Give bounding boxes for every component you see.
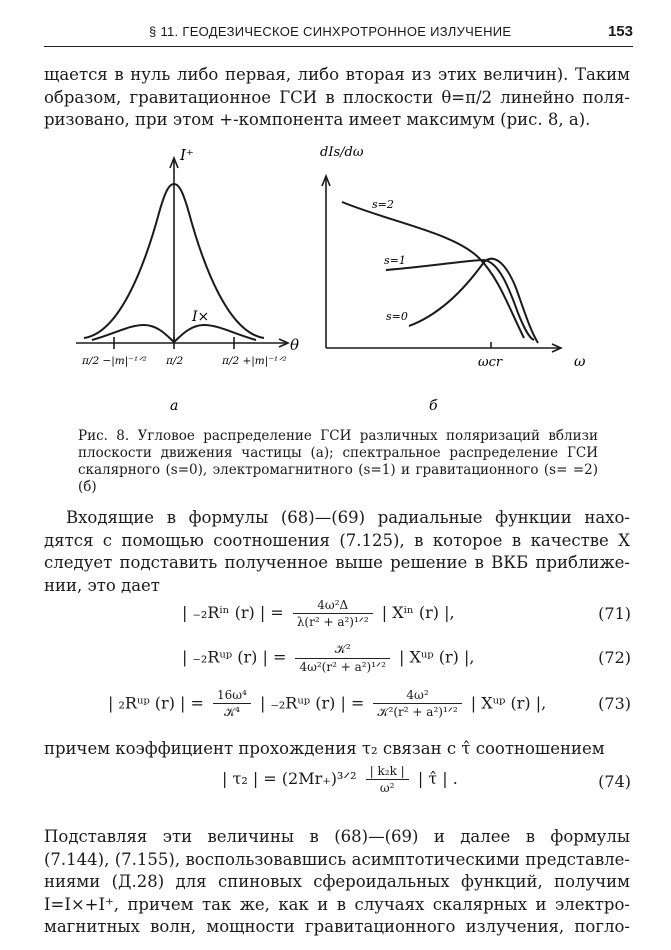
figure-caption: Рис. 8. Угловое распределение ГСИ различных поляризаций вблизи плоскости движения частицы (а); спектральное распределение ГСИ скалярного (s=0), электромагнитного (s=1) и гравитационного (s= =2) (б) <box>78 428 598 495</box>
text-line: ризовано, при этом +-компонента имеет максимум (рис. 8, а). <box>44 110 591 129</box>
left-xlabel: θ <box>290 336 300 354</box>
tick-right: π/2 +|m|⁻¹ᐟ² <box>222 355 287 367</box>
figure-8 <box>74 138 614 423</box>
equation-71 <box>182 598 522 629</box>
text-line: (7.144), (7.155), воспользовавшись асимптотическими представле- <box>44 849 630 869</box>
text-line: Подставляя эти величины в (68)—(69) и далее в формулы <box>44 827 630 846</box>
right-xlabel: ω <box>574 354 586 370</box>
eq73-den1: 𝒦⁴ <box>223 705 240 719</box>
eq72-number: (72) <box>598 648 631 667</box>
eq73-number: (73) <box>598 694 631 713</box>
figure-right-panel <box>322 176 561 352</box>
curve-s2 <box>342 202 524 338</box>
eq74-den: ω² <box>379 781 395 795</box>
text-line: I=I×+I⁺, причем так же, как и в случаях скалярных и электро- <box>44 894 630 914</box>
paragraph-formulas <box>44 507 630 597</box>
header-title: § 11. ГЕОДЕЗИЧЕСКОЕ СИНХРОТРОННОЕ ИЗЛУЧЕНИЕ <box>149 24 512 39</box>
eq73-num2: 4ω² <box>373 688 461 704</box>
eq71-rhs: | Xⁱⁿ (r) |, <box>381 603 455 622</box>
equation-73 <box>108 688 598 720</box>
eq72-rhs: | Xᵘᵖ (r) |, <box>399 647 475 667</box>
right-tick: ωcr <box>478 355 503 370</box>
tick-left: π/2 −|m|⁻¹ᐟ² <box>82 355 147 367</box>
text-between <box>44 738 630 761</box>
panel-label-b: б <box>429 398 438 414</box>
eq73-den2: 𝒦²(r² + a²)¹ᐟ² <box>377 705 458 719</box>
text-line: нии, это дает <box>44 575 160 595</box>
eq73-lhs: | ₂Rᵘᵖ (r) | = <box>108 693 204 713</box>
equation-72 <box>182 642 542 674</box>
running-header <box>44 22 633 47</box>
eq72-den: 4ω²(r² + a²)¹ᐟ² <box>299 660 386 674</box>
text-line: дятся с помощью соотношения (7.125), в которое в качестве X <box>44 530 630 550</box>
eq71-lhs: | ₋₂Rⁱⁿ (r) | = <box>182 603 284 622</box>
paragraph-final <box>44 826 630 939</box>
curve-label-s2: s=2 <box>372 198 394 211</box>
text-line: следует подставить полученное выше решение в ВКБ приближе- <box>44 553 630 572</box>
text-line: причем коэффициент прохождения τ₂ связан с τ̂ соотношением <box>44 739 605 758</box>
text-line: щается в нуль либо первая, либо вторая из этих величин). Таким <box>44 65 630 84</box>
curve-s0 <box>409 259 538 343</box>
panel-label-a: а <box>170 398 179 414</box>
tick-mid: π/2 <box>166 355 184 367</box>
text-line: магнитных волн, мощности гравитационного излучения, погло- <box>44 917 630 936</box>
eq73-rhs: | Xᵘᵖ (r) |, <box>470 693 547 713</box>
left-ylabel: I⁺ <box>180 146 194 164</box>
eq74-rhs: | τ̂ | . <box>417 769 458 788</box>
eq74-num: | k₂k | <box>366 764 409 780</box>
eq71-number: (71) <box>598 604 631 623</box>
figure-left-panel <box>76 158 288 349</box>
equation-74 <box>222 764 562 795</box>
eq73-num1: 16ω⁴ <box>213 688 251 704</box>
eq74-number: (74) <box>598 772 631 791</box>
curve-label-s0: s=0 <box>386 310 408 323</box>
left-curve-label: I× <box>192 309 210 325</box>
eq71-den: λ(r² + a²)¹ᐟ² <box>296 615 369 629</box>
eq74-lhs: | τ₂ | = (2Mr₊)³ᐟ² <box>222 769 357 788</box>
eq72-lhs: | ₋₂Rᵘᵖ (r) | = <box>182 647 287 667</box>
text-line: ниями (Д.28) для спиновых сфероидальных функций, получим <box>44 872 630 891</box>
text-line: образом, гравитационное ГСИ в плоскости θ=π/2 линейно поля- <box>44 87 630 107</box>
curve-label-s1: s=1 <box>384 254 406 267</box>
eq71-num: 4ω²Δ <box>293 598 373 614</box>
eq72-num: 𝒦² <box>295 642 390 659</box>
page-number: 153 <box>607 23 633 40</box>
paragraph-intro <box>44 64 630 132</box>
text-line: Входящие в формулы (68)—(69) радиальные функции нахо- <box>66 508 630 527</box>
right-ylabel: dIs/dω <box>320 145 364 160</box>
eq73-mid: | ₋₂Rᵘᵖ (r) | = <box>259 693 365 713</box>
curve-s1 <box>386 260 534 340</box>
